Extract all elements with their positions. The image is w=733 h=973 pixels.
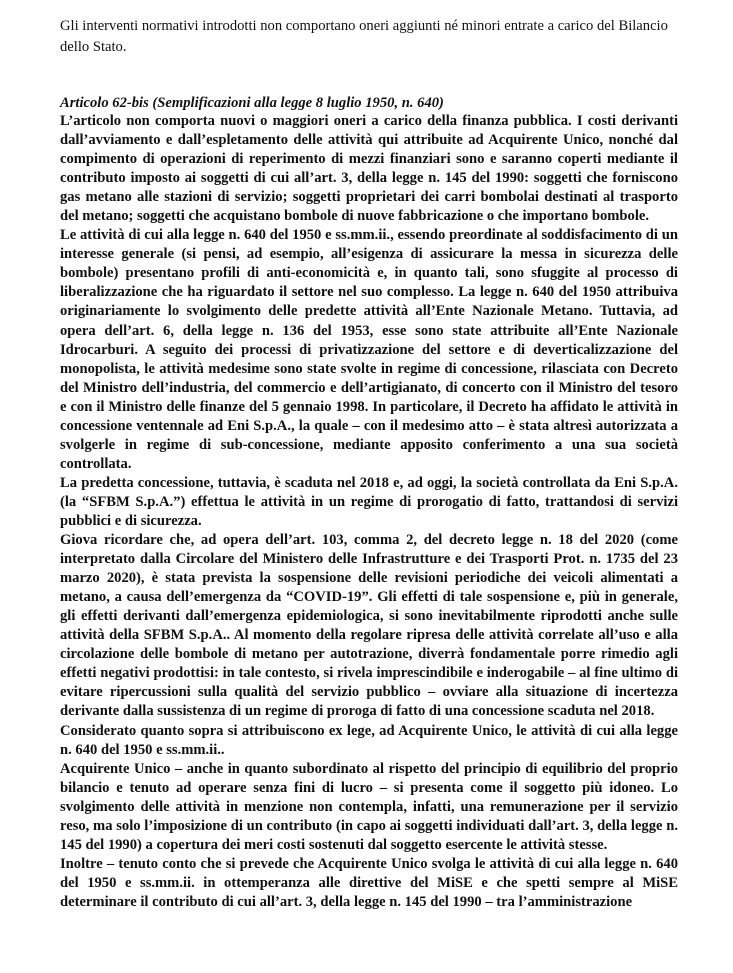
article-body — [60, 112, 678, 912]
paragraph-costs: L’articolo non comporta nuovi o maggiori oneri a carico della finanza pubblica. I costi derivanti dall’avviamento e dall’espletamento delle attività qui attribuite ad Acquirente Unico, nonché dal compimento di operazioni di reperimento di mezzi finanziari sono e saranno coperti mediante il contributo imposto ai soggetti di cui all’art. 3, della legge n. 145 del 1990: soggetti che forniscono gas metano alle stazioni di servizio; soggetti proprietari dei carri bombolai destinati al trasporto del metano; soggetti che acquistano bombole di nuove fabbricazione o che importano bombole. — [60, 113, 678, 225]
intro-paragraph: Gli interventi normativi introdotti non comportano oneri aggiunti né minori entrate a carico del Bilancio dello Stato. — [60, 18, 668, 55]
paragraph-activities: Le attività di cui alla legge n. 640 del 1950 e ss.mm.ii., essendo preordinate al soddisfacimento di un interesse generale (si pensi, ad esempio, all’esigenza di assicurare la messa in sicurezza delle bombole) presentano profili di anti-economicità e, in quanto tali, sono sfuggite al processo di liberalizzazione che ha riguardato il settore nel suo complesso. La legge n. 640 del 1950 attribuiva originariamente lo svolgimento delle predette attività all’Ente Nazionale Metano. Tuttavia, ad opera dell’art. 6, della legge n. 136 del 1953, esse sono state attribuite all’Ente Nazionale Idrocarburi. A seguito dei processi di privatizzazione del settore e di deverticalizzazione del monopolista, le attività medesime sono state svolte in regime di concessione, rilasciata con Decreto del Ministro dell’industria, del commercio e dell’artigianato, di concerto con il Ministro del tesoro e con il Ministro delle finanze del 5 gennaio 1998. In particolare, il Decreto ha affidato le attività in concessione ventennale ad Eni S.p.A., la quale – con il medesimo atto – è stata altresì autorizzata a svolgerle in regime di sub-concessione, mediante apposito conferimento a una sua società controllata. — [60, 227, 678, 472]
paragraph-concession: La predetta concessione, tuttavia, è scaduta nel 2018 e, ad oggi, la società controllata da Eni S.p.A. (la “SFBM S.p.A.”) effettua le attività in un regime di prorogatio di fatto, trattandosi di servizi pubblici e di sicurezza. — [60, 474, 678, 529]
paragraph-covid: Giova ricordare che, ad opera dell’art. 103, comma 2, del decreto legge n. 18 del 2020 (come interpretato dalla Circolare del Ministero delle Infrastrutture e dei Trasporti Prot. n. 1735 del 23 marzo 2020), è stata prevista la sospensione delle revisioni periodiche dei veicoli alimentati a metano, a causa dell’emergenza da “COVID-19”. Gli effetti di tale sospensione e, più in generale, gli effetti derivanti dall’emergenza epidemiologica, si sono inevitabilmente riprodotti anche sulle attività della SFBM S.p.A.. Al momento della regolare ripresa delle attività correlate all’uso e alla circolazione delle bombole di metano per autotrazione, diverrà fondamentale porre rimedio agli effetti negativi prodottisi: in tale contesto, si rivela imprescindibile e inderogabile – al fine ultimo di evitare ripercussioni sulla qualità del servizio pubblico – ovviare alla situazione di incertezza derivante dalla sussistenza di un regime di proroga di fatto di una concessione scaduta nel 2018. — [60, 532, 678, 720]
paragraph-inoltre: Inoltre – tenuto conto che si prevede che Acquirente Unico svolga le attività di cui alla legge n. 640 del 1950 e ss.mm.ii. in ottemperanza alle direttive del MiSE e che spetti sempre al MiSE determinare il contributo di cui all’art. 3, della legge n. 145 del 1990 – tra l’amministrazione — [60, 855, 678, 910]
paragraph-attribution: Considerato quanto sopra si attribuiscono ex lege, ad Acquirente Unico, le attività di cui alla legge n. 640 del 1950 e ss.mm.ii.. — [60, 722, 678, 758]
paragraph-acquirente-unico: Acquirente Unico – anche in quanto subordinato al rispetto del principio di equilibrio del proprio bilancio e tenuto ad operare senza fini di lucro – si presenta come il soggetto più idoneo. Lo svolgimento delle attività in menzione non contempla, infatti, una remunerazione per il servizio reso, ma solo l’imposizione di un contributo (in capo ai soggetti individuati dall’art. 3, della legge n. 145 del 1990) a copertura dei meri costi sostenuti dal soggetto esercente le attività stesse. — [60, 760, 678, 853]
article-heading: Articolo 62-bis (Semplificazioni alla legge 8 luglio 1950, n. 640) — [60, 95, 444, 111]
